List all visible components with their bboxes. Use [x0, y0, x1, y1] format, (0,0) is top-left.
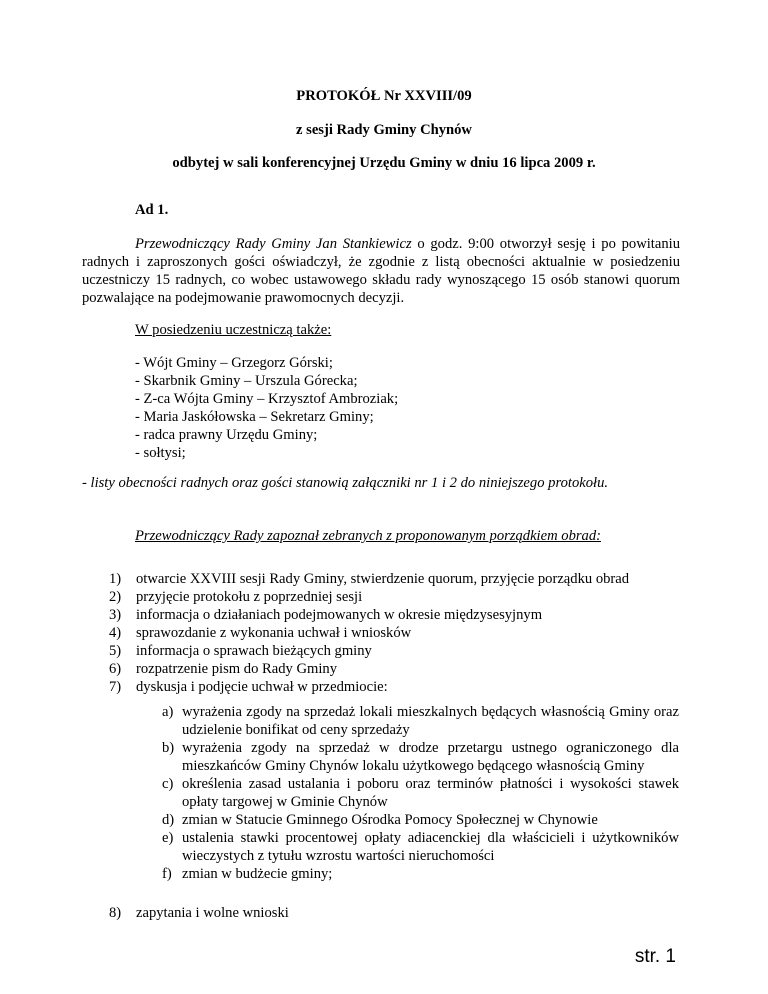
agenda-item-marker: 4) — [109, 625, 122, 641]
agenda-item-text: przyjęcie protokołu z poprzedniej sesji — [136, 589, 363, 605]
agenda-item-text: sprawozdanie z wykonania uchwał i wniosków — [136, 625, 412, 641]
agenda-item-text: dyskusja i podjęcie uchwał w przedmiocie: — [136, 679, 388, 695]
attendee-item: - radca prawny Urzędu Gminy; — [135, 427, 318, 443]
agenda-subitem — [162, 865, 679, 883]
agenda-item-marker: 2) — [109, 589, 122, 605]
agenda-subitem-marker: a) — [162, 704, 174, 720]
attendee-item: - Skarbnik Gminy – Urszula Górecka; — [135, 373, 358, 389]
agenda-subitem-marker: b) — [162, 740, 175, 756]
agenda-item-text: informacja o działaniach podejmowanych w okresie międzysesyjnym — [136, 607, 543, 623]
attendee-item: - Maria Jaskółowska – Sekretarz Gminy; — [135, 409, 374, 425]
page-number: str. 1 — [634, 946, 676, 967]
agenda-subitem-text: zmian w budżecie gminy; — [182, 866, 333, 882]
agenda-item — [109, 606, 629, 624]
attendee-item: - Wójt Gminy – Grzegorz Górski; — [135, 355, 333, 371]
agenda-subitem-text: wyrażenia zgody na sprzedaż w drodze przetargu ustnego ograniczonego dla mieszkańców Gminy Chynów lokalu użytkowego będącego własnością Gminy — [182, 740, 679, 774]
agenda-item-marker: 1) — [109, 571, 122, 587]
agenda-item — [109, 678, 629, 696]
agenda-sublist — [162, 703, 679, 883]
agenda-item — [109, 570, 630, 588]
agenda-item-marker: 8) — [109, 905, 122, 921]
agenda-subitem-text: określenia zasad ustalania i poboru oraz terminów płatności i wysokości stawek opłaty targowej w Gminie Chynów — [182, 776, 679, 810]
attendee-item: - sołtysi; — [135, 445, 186, 461]
agenda-subitem — [162, 775, 679, 811]
agenda-item-marker: 5) — [109, 643, 122, 659]
agenda-subitem-marker: f) — [162, 866, 172, 882]
agenda-subitem — [162, 811, 679, 829]
agenda-subitem-text: wyrażenia zgody na sprzedaż lokali mieszkalnych będących własnością Gminy oraz udzielenie bonifikat od ceny sprzedaży — [182, 704, 679, 738]
agenda-subitem-text: ustalenia stawki procentowej opłaty adiacenckiej dla właścicieli i użytkowników wieczystych z tytułu wzrostu wartości nieruchomości — [182, 830, 679, 864]
agenda-subitem-text: zmian w Statucie Gminnego Ośrodka Pomocy Społecznej w Chynowie — [182, 812, 598, 828]
attendee-item: - Z-ca Wójta Gminy – Krzysztof Ambroziak; — [135, 391, 399, 407]
document-subtitle: z sesji Rady Gminy Chynów — [296, 122, 472, 138]
agenda-subitem-marker: c) — [162, 776, 174, 792]
agenda-item-marker: 6) — [109, 661, 122, 677]
attendees-heading: W posiedzeniu uczestniczą także: — [135, 322, 332, 338]
agenda-item-text: otwarcie XXVIII sesji Rady Gminy, stwierdzenie quorum, przyjęcie porządku obrad — [136, 571, 630, 587]
agenda-item-8 — [109, 904, 289, 922]
agenda-item — [109, 624, 629, 642]
agenda-subitem-marker: d) — [162, 812, 175, 828]
agenda-item — [109, 660, 629, 678]
agenda-item — [109, 588, 629, 606]
ad1-paragraph — [82, 235, 680, 307]
document-location: odbytej w sali konferencyjnej Urzędu Gminy w dniu 16 lipca 2009 r. — [172, 155, 596, 171]
agenda-subitem-marker: e) — [162, 830, 174, 846]
agenda-item — [109, 642, 629, 660]
agenda-item-marker: 3) — [109, 607, 122, 623]
agenda-heading: Przewodniczący Rady zapoznał zebranych z proponowanym porządkiem obrad: — [135, 528, 602, 544]
agenda-item-marker: 7) — [109, 679, 122, 695]
document-title: PROTOKÓŁ Nr XXVIII/09 — [296, 88, 472, 104]
ad1-heading: Ad 1. — [135, 202, 169, 218]
attendees-list — [135, 354, 398, 462]
agenda-list — [109, 570, 630, 696]
agenda-subitem — [162, 739, 679, 775]
agenda-item-text: informacja o sprawach bieżących gminy — [136, 643, 372, 659]
ad1-paragraph-text: o godz. 9:00 otworzył sesję i po powitaniu radnych i zaproszonych gości oświadczył, że zgodnie z listą obecności aktualnie w posiedzeniu uczestniczy 15 radnych, co wobec ustawowego składu rady wynoszącego 15 osób stanowi quorum pozwalające na podejmowanie prawomocnych decyzji. — [82, 236, 680, 306]
agenda-subitem — [162, 703, 679, 739]
attendance-note: - listy obecności radnych oraz gości stanowią załączniki nr 1 i 2 do niniejszego protokołu. — [82, 475, 609, 491]
agenda-item-text: rozpatrzenie pism do Rady Gminy — [136, 661, 338, 677]
agenda-subitem — [162, 829, 679, 865]
agenda-item-text: zapytania i wolne wnioski — [136, 905, 289, 921]
chair-name: Przewodniczący Rady Gminy Jan Stankiewicz — [135, 236, 412, 252]
